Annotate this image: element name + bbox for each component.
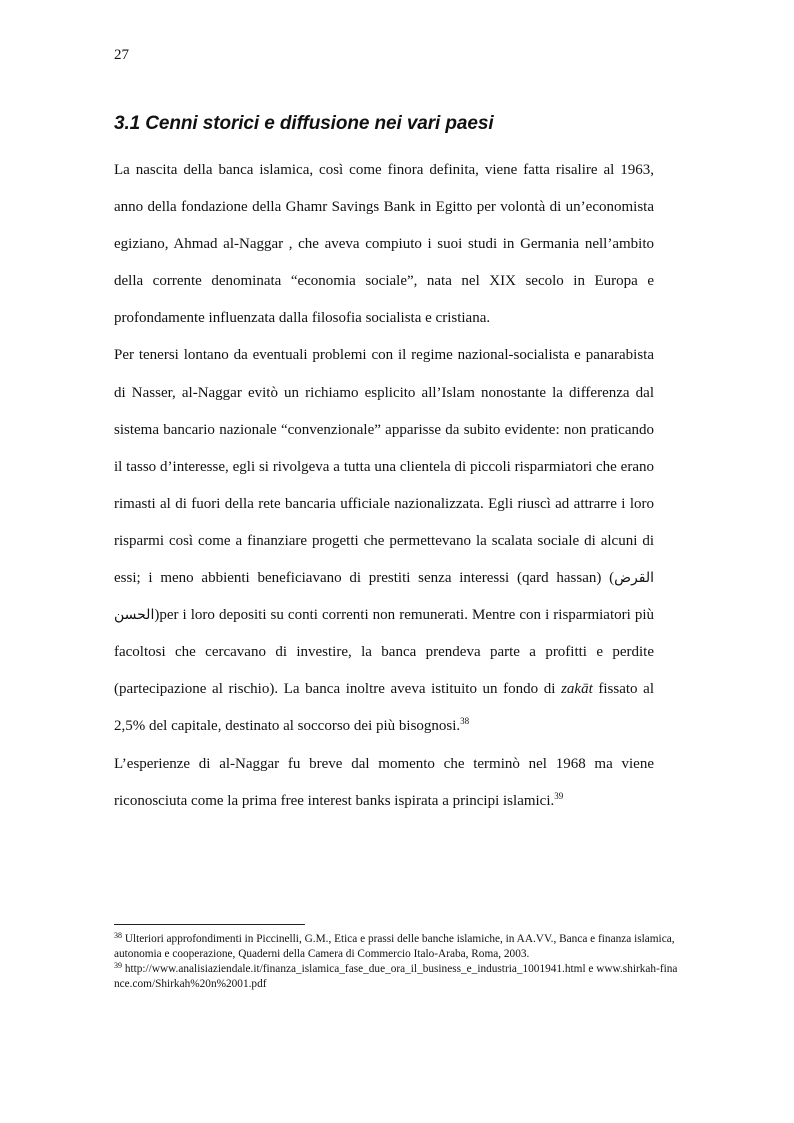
footnote-38 bbox=[114, 932, 680, 962]
paragraph-2 bbox=[114, 337, 654, 745]
paragraph-2-text-b: )per i loro depositi su conti correnti non remunerati. Mentre con i risparmiatori più facoltosi che cercavano di investire, la banca prendeva parte a profitti e perdite (partecipazione al rischio). La banca inoltre aveva istituito un fondo di bbox=[114, 607, 654, 698]
paragraph-1 bbox=[114, 152, 654, 337]
page-number: 27 bbox=[114, 47, 129, 63]
paragraph-2-text-c: fissato al 2,5% del capitale, destinato al soccorso dei più bisognosi. bbox=[114, 681, 654, 735]
paragraph-3-text: L’esperienze di al-Naggar fu breve dal momento che terminò nel 1968 ma viene riconosciuta come la prima free interest banks ispirata a principi islamici. bbox=[114, 755, 654, 809]
footnote-text-39[interactable]: http://www.analisiaziendale.it/finanza_islamica_fase_due_ora_il_business_e_industria_1001941.html e www.shirkah-finance.com/Shirkah%20n%2001.pdf bbox=[114, 963, 678, 990]
footnote-separator bbox=[114, 924, 305, 925]
footnote-number-39: 39 bbox=[114, 961, 122, 970]
arabic-term: القرض الحسن bbox=[114, 570, 654, 624]
footnote-39 bbox=[114, 962, 680, 992]
footnote-text-38: Ulteriori approfondimenti in Piccinelli, G.M., Etica e prassi delle banche islamiche, in AA.VV., Banca e finanza islamica, autonomia e cooperazione, Quaderni della Camera di Commercio Italo-Araba, Roma, 2003. bbox=[114, 933, 675, 960]
section-heading: 3.1 Cenni storici e diffusione nei vari paesi bbox=[114, 113, 494, 134]
body-text bbox=[114, 152, 654, 820]
footnotes bbox=[114, 932, 680, 992]
footnote-ref-39[interactable]: 39 bbox=[554, 790, 564, 801]
footnote-ref-38[interactable]: 38 bbox=[460, 716, 470, 727]
paragraph-2-text-a: Per tenersi lontano da eventuali problemi con il regime nazional-socialista e panarabista di Nasser, al-Naggar evitò un richiamo esplicito all’Islam nonostante la differenza dal sistema bancario nazionale “convenzionale” apparisse da subito evidente: non praticando il tasso d’interesse, egli si rivolgeva a tutta una clientela di piccoli risparmiatori che erano rimasti al di fuori della rete bancaria ufficiale nazionalizzata. Egli riuscì ad attrarre i loro risparmi così come a finanziare progetti che permettevano la scalata sociale di alcuni di essi; i meno abbienti beneficiavano di prestiti senza interessi (qard hassan) ( bbox=[114, 347, 654, 587]
paragraph-3 bbox=[114, 746, 654, 820]
footnote-number-38: 38 bbox=[114, 931, 122, 940]
paragraph-1-text: La nascita della banca islamica, così come finora definita, viene fatta risalire al 1963, anno della fondazione della Ghamr Savings Bank in Egitto per volontà di un’economista egiziano, Ahmad al-Naggar , che aveva compiuto i suoi studi in Germania nell’ambito della corrente denominata “economia sociale”, nata nel XIX secolo in Europa e profondamente influenzata dalla filosofia socialista e cristiana. bbox=[114, 162, 654, 327]
zakat-term: zakāt bbox=[561, 681, 593, 698]
